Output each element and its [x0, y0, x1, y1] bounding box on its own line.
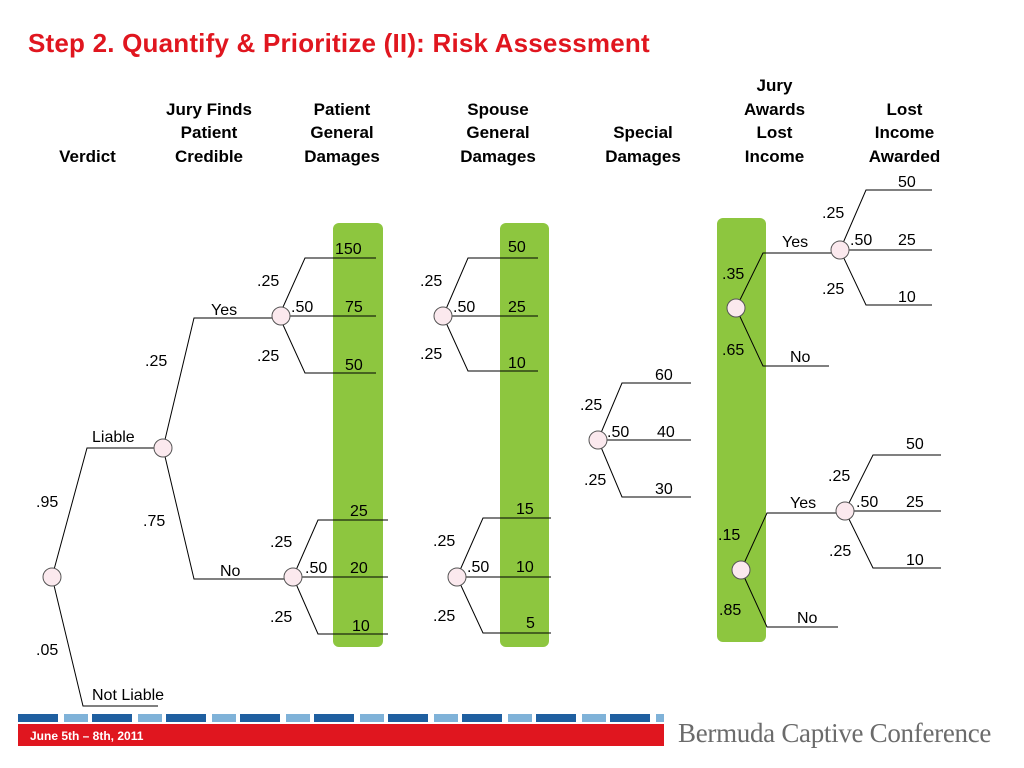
header-line: Jury — [756, 76, 793, 95]
value-patient-yes-low: 50 — [345, 357, 363, 374]
prob-spouse-yes-low: .25 — [420, 346, 443, 363]
header-line: Spouse — [467, 99, 529, 119]
header-line: Verdict — [59, 146, 116, 166]
prob-lost-bottom-mid: .50 — [856, 494, 879, 511]
prob-not-liable: .05 — [36, 642, 59, 659]
prob-awards-top-no: .65 — [722, 342, 745, 359]
header-line: Awards — [743, 99, 806, 119]
label-credible-no: No — [220, 563, 241, 580]
header-line: Income — [744, 146, 805, 166]
prob-patient-yes-high: .25 — [257, 273, 280, 290]
prob-awards-bottom-yes: .15 — [718, 527, 741, 544]
value-spouse-no-high: 15 — [516, 501, 534, 518]
header-line: Lost — [886, 99, 923, 119]
spouse-yes-node — [434, 307, 452, 325]
branch-lost-top-low — [840, 250, 932, 305]
prob-spouse-no-low: .25 — [433, 608, 456, 625]
branch-lost-bottom-low — [845, 511, 941, 568]
verdict-node — [43, 568, 61, 586]
awards-top-node — [727, 299, 745, 317]
header-line: Lost — [756, 123, 793, 142]
value-spouse-yes-low: 10 — [508, 355, 526, 372]
value-lost-bottom-low: 10 — [906, 552, 924, 569]
label-awards-bottom-no: No — [797, 610, 818, 627]
value-lost-top-high: 50 — [898, 174, 916, 191]
value-patient-no-mid: 20 — [350, 560, 368, 577]
value-spouse-yes-mid: 25 — [508, 299, 526, 316]
value-lost-top-low: 10 — [898, 289, 916, 306]
label-awards-bottom-yes: Yes — [790, 495, 817, 512]
special-node — [589, 431, 607, 449]
awards-bottom-node — [732, 561, 750, 579]
label-not-liable: Not Liable — [92, 687, 165, 704]
header-line: Awarded — [868, 146, 941, 166]
label-credible-yes: Yes — [211, 302, 238, 319]
prob-patient-yes-mid: .50 — [291, 299, 314, 316]
prob-awards-bottom-no: .85 — [719, 602, 742, 619]
value-lost-bottom-high: 50 — [906, 436, 924, 453]
branch-special-low — [598, 440, 691, 497]
slide-title: Step 2. Quantify & Prioritize (II): Risk Assessment — [28, 28, 650, 58]
value-lost-top-mid: 25 — [898, 232, 916, 249]
header-line: Credible — [174, 146, 244, 166]
header-line: Damages — [460, 146, 536, 166]
prob-lost-top-high: .25 — [822, 205, 845, 222]
header-line: Income — [874, 123, 935, 142]
prob-patient-no-high: .25 — [270, 534, 293, 551]
value-patient-yes-mid: 75 — [345, 299, 363, 316]
value-special-low: 30 — [655, 481, 673, 498]
conference-logo: Bermuda Captive Conference — [678, 718, 992, 748]
prob-lost-bottom-high: .25 — [828, 468, 851, 485]
value-special-high: 60 — [655, 367, 673, 384]
prob-credible-yes: .25 — [145, 353, 168, 370]
branch-credible-yes — [163, 318, 279, 448]
prob-special-mid: .50 — [607, 424, 630, 441]
header-line: Damages — [304, 146, 380, 166]
footer-date: June 5th – 8th, 2011 — [30, 729, 144, 743]
lost-top-node — [831, 241, 849, 259]
value-patient-no-high: 25 — [350, 503, 368, 520]
spouse-damages-band — [500, 223, 549, 647]
value-lost-bottom-mid: 25 — [906, 494, 924, 511]
header-line: General — [310, 123, 374, 142]
header-line: Damages — [605, 146, 681, 166]
label-liable: Liable — [92, 429, 135, 446]
prob-lost-top-low: .25 — [822, 281, 845, 298]
header-line: General — [466, 123, 530, 142]
value-spouse-yes-high: 50 — [508, 239, 526, 256]
prob-special-low: .25 — [584, 472, 607, 489]
header-line: Jury Finds — [166, 99, 252, 119]
spouse-no-node — [448, 568, 466, 586]
prob-credible-no: .75 — [143, 513, 166, 530]
value-spouse-no-mid: 10 — [516, 559, 534, 576]
label-awards-top-no: No — [790, 349, 811, 366]
lost-bottom-node — [836, 502, 854, 520]
prob-patient-no-low: .25 — [270, 609, 293, 626]
footer-stripe — [18, 714, 664, 722]
prob-awards-top-yes: .35 — [722, 266, 745, 283]
prob-spouse-no-high: .25 — [433, 533, 456, 550]
credible-yes-node — [272, 307, 290, 325]
prob-spouse-yes-high: .25 — [420, 273, 443, 290]
value-patient-no-low: 10 — [352, 618, 370, 635]
header-line: Special — [613, 123, 673, 142]
header-line: Patient — [180, 123, 238, 142]
label-awards-top-yes: Yes — [782, 234, 809, 251]
credible-no-node — [284, 568, 302, 586]
prob-spouse-yes-mid: .50 — [453, 299, 476, 316]
prob-special-high: .25 — [580, 397, 603, 414]
prob-spouse-no-mid: .50 — [467, 559, 490, 576]
value-patient-yes-high: 150 — [335, 241, 362, 258]
value-special-mid: 40 — [657, 424, 675, 441]
prob-liable: .95 — [36, 494, 59, 511]
prob-patient-no-mid: .50 — [305, 560, 328, 577]
value-spouse-no-low: 5 — [526, 615, 535, 632]
prob-lost-top-mid: .50 — [850, 232, 873, 249]
prob-patient-yes-low: .25 — [257, 348, 280, 365]
branch-credible-no — [163, 448, 293, 579]
liable-node — [154, 439, 172, 457]
patient-damages-band — [333, 223, 383, 647]
prob-lost-bottom-low: .25 — [829, 543, 852, 560]
header-line: Patient — [313, 99, 371, 119]
